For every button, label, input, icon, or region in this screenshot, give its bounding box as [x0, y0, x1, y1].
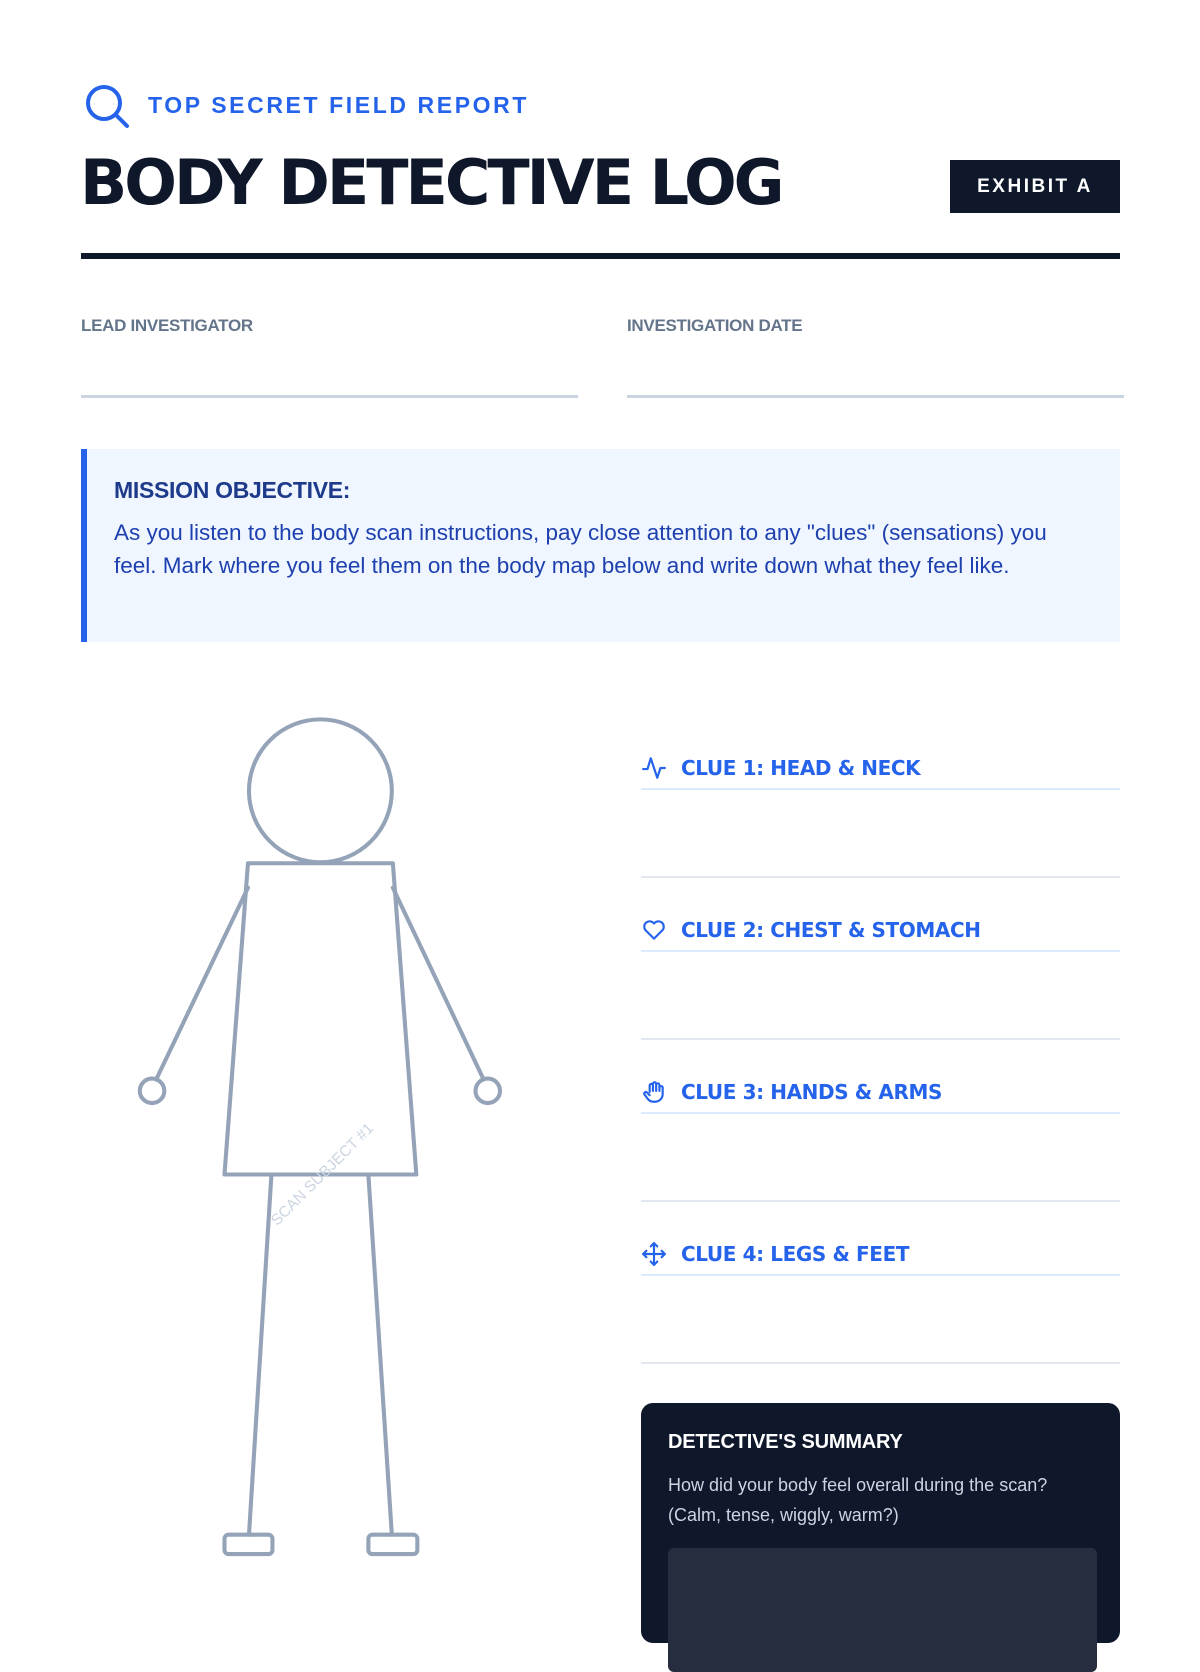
hand-icon: [641, 1079, 667, 1105]
clue-3-label: CLUE 3: HANDS & ARMS: [681, 1080, 942, 1104]
figure-head[interactable]: [249, 719, 392, 862]
summary-question: How did your body feel overall during the scan? (Calm, tense, wiggly, warm?): [668, 1475, 1048, 1525]
mission-heading: MISSION OBJECTIVE:: [114, 477, 351, 503]
summary-answer-input[interactable]: [668, 1548, 1097, 1672]
figure-left-leg[interactable]: [249, 1174, 271, 1534]
exhibit-badge: EXHIBIT A: [950, 160, 1120, 213]
clue-4-label: CLUE 4: LEGS & FEET: [681, 1242, 910, 1266]
investigation-date-label: INVESTIGATION DATE: [627, 316, 803, 335]
figure-left-hand[interactable]: [140, 1079, 164, 1103]
page-title: BODY DETECTIVE LOG: [80, 146, 782, 219]
figure-right-hand[interactable]: [476, 1079, 500, 1103]
lead-investigator-label: LEAD INVESTIGATOR: [81, 316, 253, 335]
detectives-summary-card: [641, 1403, 1120, 1643]
clue-4-answer-line[interactable]: [641, 1276, 1120, 1364]
clue-4: [641, 1234, 1120, 1364]
clue-2-label: CLUE 2: CHEST & STOMACH: [681, 918, 981, 942]
clue-2-answer-line[interactable]: [641, 952, 1120, 1040]
clue-3-answer-line[interactable]: [641, 1114, 1120, 1202]
scan-subject-watermark: SCAN SUBJECT #1: [267, 1120, 378, 1230]
figure-right-leg[interactable]: [368, 1174, 391, 1534]
mission-text: As you listen to the body scan instructions, pay close attention to any "clues" (sensations) you feel. Mark where you feel them on the body map below and write down what they feel like.: [114, 520, 1047, 578]
figure-left-foot[interactable]: [224, 1535, 272, 1554]
clue-2: [641, 910, 1120, 1040]
report-kicker: TOP SECRET FIELD REPORT: [148, 92, 529, 118]
summary-title: DETECTIVE'S SUMMARY: [668, 1431, 903, 1453]
clue-1-answer-line[interactable]: [641, 790, 1120, 878]
clue-1: [641, 748, 1120, 878]
heart-icon: [641, 917, 667, 943]
clue-3: [641, 1072, 1120, 1202]
clue-1-label: CLUE 1: HEAD & NECK: [681, 756, 921, 780]
move-arrows-icon: [641, 1241, 667, 1267]
figure-torso[interactable]: [224, 863, 416, 1174]
figure-right-foot[interactable]: [368, 1535, 417, 1554]
activity-pulse-icon: [641, 755, 667, 781]
